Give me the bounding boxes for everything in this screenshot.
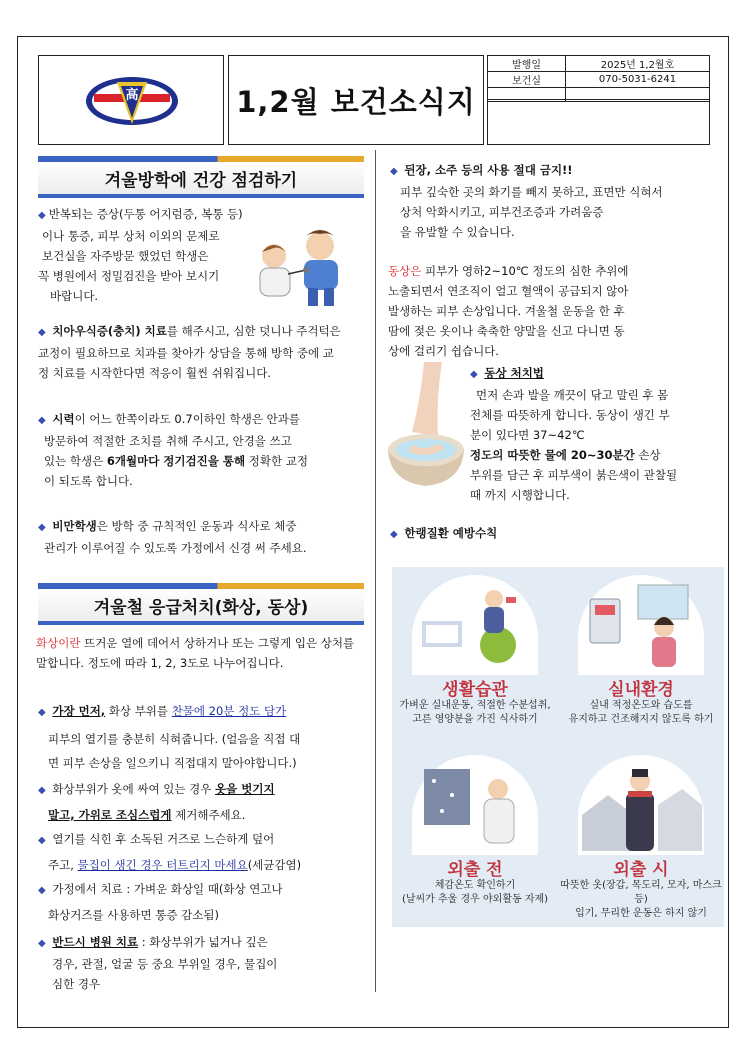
text-line: 정확한 교정: [245, 454, 308, 468]
diamond-bullet-icon: ◆: [38, 707, 46, 718]
paragraph-obesity: [38, 516, 368, 558]
text-line: 심한 경우: [52, 977, 101, 991]
text-line: 분이 있다면 37~42℃: [470, 428, 585, 442]
text-line: 면 피부 손상을 일으키니 직접대지 말아야합니다.): [48, 756, 297, 770]
section-banner-first-aid: [38, 583, 364, 625]
text-line: 주고,: [48, 858, 78, 872]
text-line: 방문하여 적절한 조치를 취해 주시고, 안경을 쓰고: [44, 434, 292, 448]
text-line: 관리가 이루어질 수 있도록 가정에서 신경 써 주세요.: [44, 541, 307, 555]
bold-text: 6개월마다 정기검진을 통해: [106, 454, 246, 468]
info-key: 보건실: [488, 72, 566, 88]
bold-text: 동상 처치법: [484, 366, 544, 380]
foot-bath-illustration: [386, 362, 468, 492]
card-desc: [392, 699, 558, 727]
highlight-text: 물집이 생긴 경우 터트리지 마세요: [77, 858, 248, 872]
school-logo: [39, 56, 225, 146]
svg-text:高: 高: [125, 88, 139, 103]
info-value: 2025년 1,2월호: [566, 56, 710, 72]
paragraph-hospital: [38, 932, 368, 994]
prevention-card-outside: [558, 747, 724, 927]
page-title: 1,2월 보건소식지: [236, 84, 476, 119]
diamond-bullet-icon: ◆: [38, 835, 46, 846]
highlight-text: 찬물에 20분 정도 담가: [171, 704, 287, 718]
card-title: 외출 시: [613, 860, 669, 880]
text-line: 피부가 영하2~10℃ 정도의 심한 추위에: [421, 264, 629, 278]
paragraph-frostbite: [388, 261, 718, 361]
bold-text: 옷을 벗기지: [215, 782, 275, 796]
diamond-bullet-icon: ◆: [38, 785, 46, 796]
paragraph-vision: [38, 409, 368, 491]
bold-text: 가장 먼저,: [52, 704, 106, 718]
bold-text: 뒨장, 소주 등의 사용 절대 금지!!: [404, 163, 573, 177]
burn-first-aid-list: [38, 700, 368, 926]
text-line: 교정이 필요하므로 치과를 찾아가 상담을 통해 방학 중에 교: [38, 346, 334, 360]
text-line: 노출되면서 연조직이 얼고 혈액이 공급되지 않아: [388, 284, 629, 298]
info-key: 발행일: [488, 56, 566, 72]
text-line: 피부의 열기를 충분히 식혀줍니다. (얼음을 직접 대: [48, 732, 301, 746]
card-desc: [558, 699, 724, 727]
prevention-card-indoor: [558, 567, 724, 747]
text-line: 먼저 손과 발을 깨끗이 닦고 말린 후 몸: [476, 388, 669, 402]
card-illustration: [578, 575, 704, 675]
diamond-bullet-icon: ◆: [38, 522, 46, 533]
section-title: 겨울방학에 건강 점검하기: [38, 162, 364, 194]
text-line: 따뜻한 옷(장갑, 목도리, 모자, 마스크 등): [560, 880, 722, 905]
text-line: 화상거즈를 사용하면 통증 감소됨): [48, 908, 219, 922]
frostbite-care: [470, 363, 720, 505]
text-line: 입기, 무리한 운동은 하지 않기: [575, 908, 707, 919]
card-title: 외출 전: [447, 860, 503, 880]
paragraph-no-home-remedy: [390, 160, 720, 242]
bold-text: 비만학생: [52, 519, 97, 533]
text-line: 가정에서 치료 : 가벼운 화상일 때(화상 연고나: [52, 882, 283, 896]
text-line: 열기를 식힌 후 소독된 거즈로 느슨하게 덮어: [52, 832, 275, 846]
text-line: 화상 부위를: [105, 704, 172, 718]
red-text: 동상은: [388, 264, 422, 278]
card-illustration: [578, 755, 704, 855]
card-desc: [392, 879, 558, 907]
info-note-box: [487, 99, 710, 145]
card-title: 생활습관: [442, 680, 508, 700]
text-line: 이 되도록 합니다.: [44, 474, 133, 488]
text-line: 체감온도 확인하기: [434, 880, 516, 891]
column-divider: [375, 150, 376, 992]
window-snow-icon: [412, 755, 538, 855]
header: [38, 55, 710, 145]
bold-text: 정도의 따뜻한 물에 20~30분간: [470, 448, 635, 462]
diamond-bullet-icon: ◆: [38, 938, 46, 949]
card-title: 실내환경: [608, 680, 674, 700]
text-line: 가벼운 실내운동, 적절한 수분섭취,: [399, 700, 551, 711]
cold-prevention-grid: [392, 567, 724, 927]
card-illustration: [412, 575, 538, 675]
text-line: 고른 영양분을 가진 식사하기: [412, 714, 538, 725]
text-line: 땀에 젖은 옷이나 축축한 양말을 신고 다니면 동: [388, 324, 625, 338]
text-line: 정 치료를 시작한다면 적응이 훨씬 쉬워집니다.: [38, 366, 272, 380]
text-line: 때 까지 시행합니다.: [470, 488, 570, 502]
bold-text: 반드시 병원 치료: [52, 935, 139, 949]
child-checkup-illustration: [248, 222, 360, 314]
logo-box: [38, 55, 224, 145]
issue-info-table: [487, 55, 710, 102]
section-title: 겨울철 응급처치(화상, 동상): [38, 589, 364, 621]
diamond-bullet-icon: ◆: [470, 369, 478, 380]
text-line: (날씨가 추울 경우 야외활동 자제): [401, 894, 549, 905]
text-line: 유지하고 건조해지지 않도록 하기: [568, 714, 714, 725]
red-text: 화상이란: [36, 636, 81, 650]
text-line: 부위를 담근 후 피부색이 붉은색이 관찰될: [470, 468, 678, 482]
text-line: 상에 걸리기 쉽습니다.: [388, 344, 499, 358]
text-line: 있는 학생은: [44, 454, 107, 468]
text-line: 실내 적정온도와 습도를: [589, 700, 693, 711]
bold-text: 한랭질환 예방수칙: [404, 526, 498, 540]
bold-text: 시력: [52, 412, 75, 426]
paragraph-symptoms: [38, 204, 253, 306]
title-box: [228, 55, 484, 145]
text-line: 제거해주세요.: [171, 808, 246, 822]
thermostat-icon: [578, 575, 704, 675]
bold-text: 치아우식증(충치) 치료: [52, 324, 167, 338]
card-desc: [558, 879, 724, 921]
text-line: 바랍니다.: [50, 289, 99, 303]
bold-text: 말고, 가위로 조심스럽게: [48, 808, 172, 822]
text-line: (세균감염): [247, 858, 302, 872]
text-line: 경우, 관절, 얼굴 등 중요 부위일 경우, 물집이: [52, 957, 278, 971]
text-line: 을 유발할 수 있습니다.: [400, 225, 515, 239]
text-line: 반복되는 증상(두통 어지럼증, 복통 등): [48, 207, 243, 221]
text-line: 화상부위가 옷에 싸여 있는 경우: [52, 782, 216, 796]
text-line: 이 어느 한쪽이라도 0.7이하인 학생은 안과를: [74, 412, 300, 426]
diamond-bullet-icon: ◆: [390, 529, 398, 540]
text-line: 뜨거운 열에 데어서 상하거나 또는 그렇게 입은 상처를: [80, 636, 355, 650]
diamond-bullet-icon: ◆: [38, 327, 46, 338]
text-line: 피부 깊숙한 곳의 화기를 빼지 못하고, 표면만 식혀서: [400, 185, 663, 199]
cold-disease-heading: [390, 523, 720, 545]
text-line: : 화상부위가 넓거나 깊은: [138, 935, 268, 949]
text-line: 꼭 병원에서 정밀검진을 받아 보시기: [38, 269, 220, 283]
card-illustration: [412, 755, 538, 855]
section-banner-winter-check: [38, 156, 364, 198]
prevention-card-lifestyle: [392, 567, 558, 747]
prevention-card-before-out: [392, 747, 558, 927]
text-line: 손상: [634, 448, 661, 462]
exercise-icon: [412, 575, 538, 675]
text-line: 말합니다. 정도에 따라 1, 2, 3도로 나누어집니다.: [36, 656, 284, 670]
diamond-bullet-icon: ◆: [38, 210, 46, 221]
diamond-bullet-icon: ◆: [38, 885, 46, 896]
text-line: 를 해주시고, 심한 덧니나 주걱턱은: [166, 324, 341, 338]
text-line: 상처 악화시키고, 피부건조증과 가려움증: [400, 205, 604, 219]
winter-coat-icon: [578, 755, 704, 855]
info-value: 070-5031-6241: [566, 72, 710, 88]
diamond-bullet-icon: ◆: [38, 415, 46, 426]
text-line: 보건실을 자주방문 했었던 학생은: [42, 249, 209, 263]
paragraph-dental: [38, 321, 368, 383]
diamond-bullet-icon: ◆: [390, 166, 398, 177]
text-line: 은 방학 중 규칙적인 운동과 식사로 체중: [96, 519, 297, 533]
text-line: 이나 통증, 피부 상처 이외의 문제로: [42, 229, 220, 243]
text-line: 전체를 따뜻하게 합니다. 동상이 생긴 부: [470, 408, 670, 422]
paragraph-burn-intro: [36, 633, 371, 673]
text-line: 발생하는 피부 손상입니다. 겨울철 운동을 한 후: [388, 304, 625, 318]
